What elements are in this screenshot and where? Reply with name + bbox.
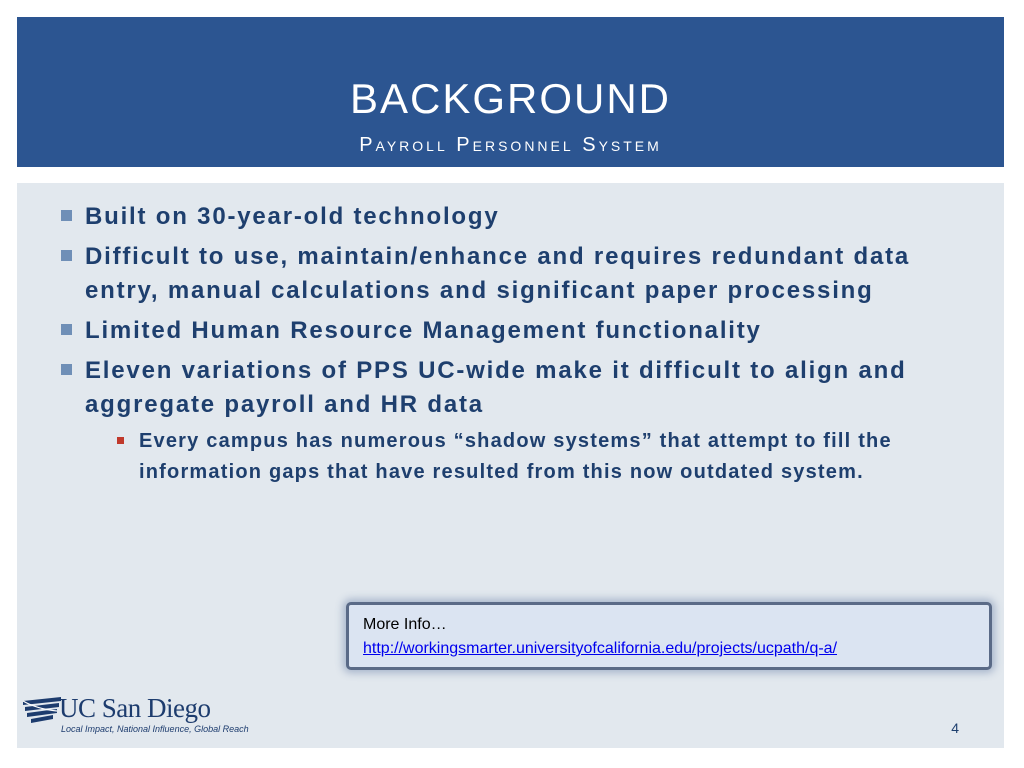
bullet-text: Limited Human Resource Management functionality	[85, 317, 762, 344]
sub-bullet-text: Every campus has numerous “shadow systems” that attempt to fill the information gaps that have resulted from this now outdated system.	[139, 430, 892, 483]
more-info-label: More Info…	[363, 616, 447, 633]
more-info-box	[346, 602, 992, 670]
square-bullet-icon	[61, 364, 72, 375]
content-area	[17, 183, 1004, 748]
slide-title: BACKGROUND	[349, 75, 672, 122]
bullet-item	[61, 314, 971, 348]
small-square-bullet-icon	[117, 437, 124, 444]
uc-san-diego-logo	[21, 693, 261, 738]
page-number: 4	[951, 720, 959, 736]
logo-tagline: Local Impact, National Influence, Global Reach	[61, 724, 249, 734]
sub-bullet-item	[61, 426, 971, 488]
bullet-item	[61, 354, 971, 422]
bullet-text: Built on 30-year-old technology	[85, 203, 500, 230]
square-bullet-icon	[61, 324, 72, 335]
square-bullet-icon	[61, 210, 72, 221]
bullet-list	[61, 200, 971, 488]
bullet-item	[61, 240, 971, 308]
more-info-link[interactable]: http://workingsmarter.universityofcalifornia.edu/projects/ucpath/q-a/	[363, 640, 838, 657]
bullet-item	[61, 200, 971, 234]
square-bullet-icon	[61, 250, 72, 261]
slide-subtitle: Payroll Personnel System	[359, 134, 662, 156]
bullet-text: Difficult to use, maintain/enhance and requires redundant data entry, manual calculations and significant paper processing	[85, 243, 911, 304]
bullet-text: Eleven variations of PPS UC-wide make it difficult to align and aggregate payroll and HR data	[85, 357, 907, 418]
logo-name: UC San Diego	[59, 693, 211, 723]
title-header	[17, 17, 1004, 167]
uc-san-diego-logo-mark-icon	[21, 695, 63, 727]
